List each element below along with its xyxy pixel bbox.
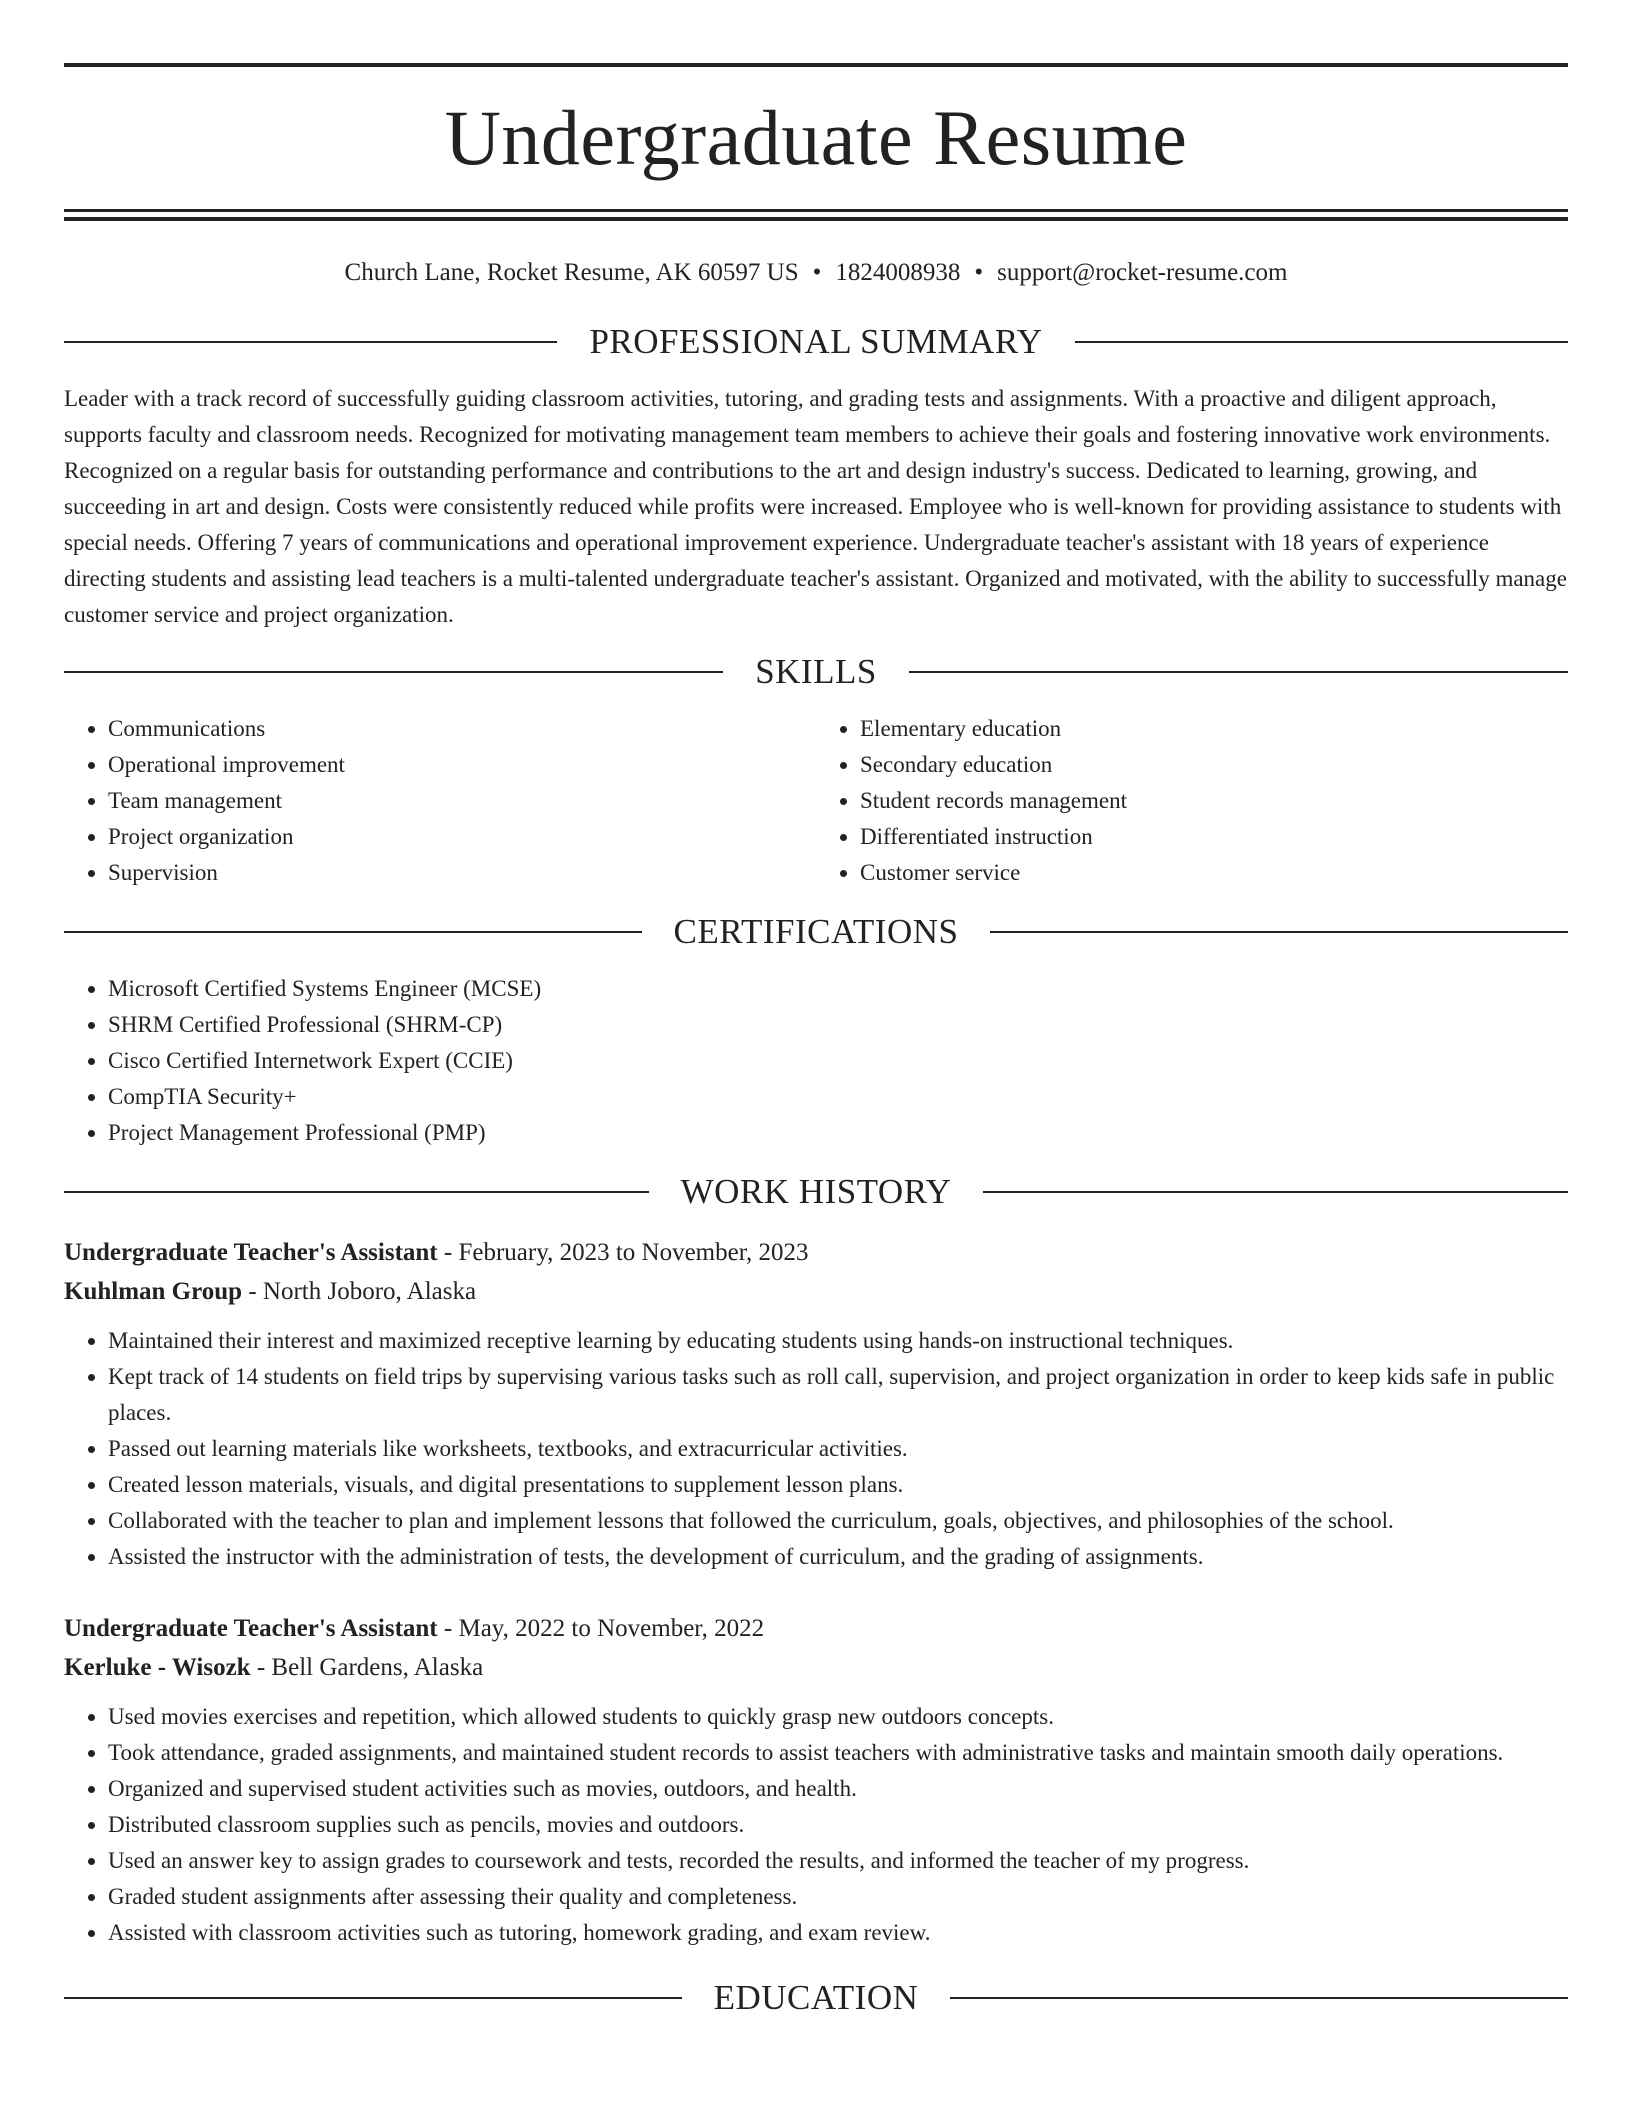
job-location: - North Joboro, Alaska xyxy=(242,1278,477,1305)
skill-item: • Operational improvement xyxy=(108,747,816,783)
heading-rule xyxy=(64,1191,649,1193)
job-duty-item: • Created lesson materials, visuals, and digital presentations to supplement lesson plans. xyxy=(108,1467,1568,1503)
certification-item: • CompTIA Security+ xyxy=(108,1079,1568,1115)
title-divider xyxy=(64,209,1568,221)
job-company-line xyxy=(64,1272,1568,1311)
heading-rule xyxy=(990,931,1568,933)
job-dates: - May, 2022 to November, 2022 xyxy=(437,1615,765,1642)
skill-item: • Student records management xyxy=(860,783,1568,819)
heading-rule xyxy=(64,341,557,343)
job-duty-item: • Took attendance, graded assignments, and maintained student records to assist teachers with administrative tasks and maintain smooth daily operations. xyxy=(108,1735,1568,1771)
certification-item: • Project Management Professional (PMP) xyxy=(108,1115,1568,1151)
section-heading-summary xyxy=(64,317,1568,367)
section-title: EDUCATION xyxy=(713,1978,919,2017)
section-heading-work-history xyxy=(64,1167,1568,1217)
job-company: Kuhlman Group xyxy=(64,1278,243,1305)
section-title: WORK HISTORY xyxy=(680,1172,952,1211)
section-heading-education xyxy=(64,1973,1568,2023)
section-heading-skills xyxy=(64,647,1568,697)
job-duty-item: • Assisted with classroom activities such as tutoring, homework grading, and exam review. xyxy=(108,1915,1568,1951)
skill-item: • Elementary education xyxy=(860,711,1568,747)
certification-item: • Microsoft Certified Systems Engineer (MCSE) xyxy=(108,971,1568,1007)
heading-rule xyxy=(1075,341,1568,343)
resume-page xyxy=(64,0,1568,2023)
job-entry xyxy=(64,1609,1568,1951)
contact-email: support@rocket-resume.com xyxy=(997,259,1288,286)
skill-item: • Customer service xyxy=(860,855,1568,891)
skill-item: • Secondary education xyxy=(860,747,1568,783)
skills-column-right xyxy=(816,711,1568,891)
job-duty-item: • Kept track of 14 students on field trips by supervising various tasks such as roll call, supervision, and project organization in order to keep kids safe in public places. xyxy=(108,1359,1568,1431)
job-location: - Bell Gardens, Alaska xyxy=(250,1654,484,1681)
heading-rule xyxy=(64,931,642,933)
section-title: PROFESSIONAL SUMMARY xyxy=(589,322,1043,361)
job-duties-list xyxy=(64,1323,1568,1575)
contact-phone: 1824008938 xyxy=(835,259,961,286)
job-duty-item: • Collaborated with the teacher to plan and implement lessons that followed the curriculum, goals, objectives, and philosophies of the school. xyxy=(108,1503,1568,1539)
skill-item: • Differentiated instruction xyxy=(860,819,1568,855)
job-company-line xyxy=(64,1648,1568,1687)
job-duty-item: • Used an answer key to assign grades to coursework and tests, recorded the results, and informed the teacher of my progress. xyxy=(108,1843,1568,1879)
job-duties-list xyxy=(64,1699,1568,1951)
certification-item: • Cisco Certified Internetwork Expert (CCIE) xyxy=(108,1043,1568,1079)
page-title: Undergraduate Resume xyxy=(444,94,1188,181)
heading-rule xyxy=(64,1997,682,1999)
contact-address: Church Lane, Rocket Resume, AK 60597 US xyxy=(344,259,799,286)
job-dates: - February, 2023 to November, 2023 xyxy=(437,1239,809,1266)
job-title-line xyxy=(64,1233,1568,1272)
job-duty-item: • Maintained their interest and maximized receptive learning by educating students using hands-on instructional techniques. xyxy=(108,1323,1568,1359)
section-title: SKILLS xyxy=(755,652,877,691)
section-title: CERTIFICATIONS xyxy=(673,912,959,951)
skills-list xyxy=(64,711,1568,891)
job-duty-item: • Used movies exercises and repetition, which allowed students to quickly grasp new outdoors concepts. xyxy=(108,1699,1568,1735)
heading-rule xyxy=(950,1997,1568,1999)
skill-item: • Project organization xyxy=(108,819,816,855)
section-heading-certifications xyxy=(64,907,1568,957)
job-duty-item: • Organized and supervised student activities such as movies, outdoors, and health. xyxy=(108,1771,1568,1807)
job-duty-item: • Distributed classroom supplies such as pencils, movies and outdoors. xyxy=(108,1807,1568,1843)
skill-item: • Supervision xyxy=(108,855,816,891)
summary-text: Leader with a track record of successfully guiding classroom activities, tutoring, and grading tests and assignments. With a proactive and diligent approach, supports faculty and classroom needs. Recognized for motivating management team members to achieve their goals and fostering innovative work environments. Recognized on a regular basis for outstanding performance and contributions to the art and design industry's success. Dedicated to learning, growing, and succeeding in art and design. Costs were consistently reduced while profits were increased. Employee who is well-known for providing assistance to students with special needs. Offering 7 years of communications and operational improvement experience. Undergraduate teacher's assistant with 18 years of experience directing students and assisting lead teachers is a multi-talented undergraduate teacher's assistant. Organized and motivated, with the ability to successfully manage customer service and project organization. xyxy=(64,386,1567,627)
skills-column-left xyxy=(64,711,816,891)
contact-info xyxy=(64,253,1568,293)
certifications-list xyxy=(64,971,1568,1151)
title-block xyxy=(64,63,1568,221)
job-duty-item: • Graded student assignments after assessing their quality and completeness. xyxy=(108,1879,1568,1915)
job-title-line xyxy=(64,1609,1568,1648)
certification-item: • SHRM Certified Professional (SHRM-CP) xyxy=(108,1007,1568,1043)
job-duty-item: • Passed out learning materials like worksheets, textbooks, and extracurricular activities. xyxy=(108,1431,1568,1467)
job-duty-item: • Assisted the instructor with the administration of tests, the development of curriculum, and the grading of assignments. xyxy=(108,1539,1568,1575)
job-title: Undergraduate Teacher's Assistant xyxy=(64,1615,438,1642)
skill-item: • Communications xyxy=(108,711,816,747)
heading-rule xyxy=(983,1191,1568,1193)
work-history-list xyxy=(64,1233,1568,1951)
contact-separator: • xyxy=(974,259,984,286)
contact-separator: • xyxy=(812,259,822,286)
heading-rule xyxy=(64,671,723,673)
job-entry xyxy=(64,1233,1568,1575)
skill-item: • Team management xyxy=(108,783,816,819)
heading-rule xyxy=(909,671,1568,673)
job-title: Undergraduate Teacher's Assistant xyxy=(64,1239,438,1266)
job-company: Kerluke - Wisozk xyxy=(64,1654,251,1681)
